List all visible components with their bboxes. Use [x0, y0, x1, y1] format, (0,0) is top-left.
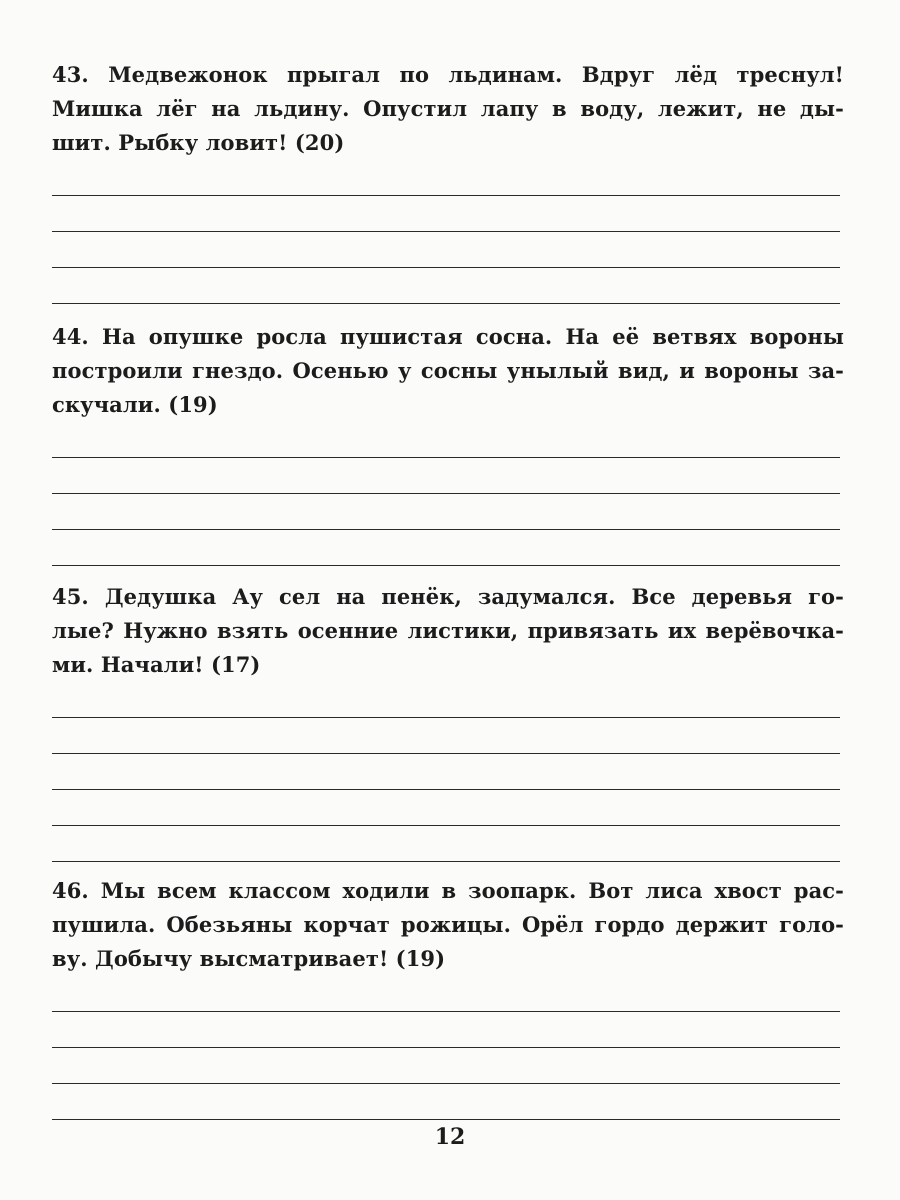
text-line: лые? Нужно взять осенние листики, привязать их верёвочка- — [52, 618, 844, 643]
answer-line[interactable] — [52, 826, 840, 862]
exercise-number: 45. — [52, 584, 89, 609]
text-line: построили гнездо. Осенью у сосны унылый вид, и вороны за- — [52, 358, 844, 383]
text-line: скучали. (19) — [52, 392, 218, 417]
exercise-number: 43. — [52, 62, 89, 87]
answer-line[interactable] — [52, 168, 840, 196]
answer-line[interactable] — [52, 984, 840, 1012]
text-line: Мишка лёг на льдину. Опустил лапу в воду, лежит, не ды- — [52, 96, 844, 121]
answer-line[interactable] — [52, 1084, 840, 1120]
answer-lines — [52, 984, 844, 1120]
answer-line[interactable] — [52, 430, 840, 458]
answer-line[interactable] — [52, 232, 840, 268]
text-line: 43. Медвежонок прыгал по льдинам. Вдруг лёд треснул! — [52, 62, 844, 87]
exercise-text — [52, 874, 844, 976]
text-line: 45. Дедушка Ау сел на пенёк, задумался. Все деревья го- — [52, 584, 844, 609]
answer-line[interactable] — [52, 1012, 840, 1048]
exercise-text — [52, 320, 844, 422]
text-line: шит. Рыбку ловит! (20) — [52, 130, 345, 155]
answer-line[interactable] — [52, 790, 840, 826]
answer-line[interactable] — [52, 718, 840, 754]
answer-line[interactable] — [52, 458, 840, 494]
page-number: 12 — [434, 1124, 466, 1150]
exercise-text — [52, 58, 844, 160]
text-line: ву. Добычу высматривает! (19) — [52, 946, 446, 971]
exercise-46 — [52, 874, 844, 1120]
answer-lines — [52, 690, 844, 862]
exercise-number: 46. — [52, 878, 89, 903]
exercise-45 — [52, 580, 844, 862]
text-line: 44. На опушке росла пушистая сосна. На её ветвях вороны — [52, 324, 844, 349]
answer-line[interactable] — [52, 196, 840, 232]
exercise-number: 44. — [52, 324, 89, 349]
answer-line[interactable] — [52, 268, 840, 304]
answer-lines — [52, 430, 844, 566]
exercise-text — [52, 580, 844, 682]
answer-line[interactable] — [52, 494, 840, 530]
answer-line[interactable] — [52, 530, 840, 566]
text-line: 46. Мы всем классом ходили в зоопарк. Вот лиса хвост рас- — [52, 878, 844, 903]
answer-line[interactable] — [52, 754, 840, 790]
text-line: пушила. Обезьяны корчат рожицы. Орёл гордо держит голо- — [52, 912, 844, 937]
exercise-44 — [52, 320, 844, 566]
exercise-43 — [52, 58, 844, 304]
answer-lines — [52, 168, 844, 304]
text-line: ми. Начали! (17) — [52, 652, 261, 677]
answer-line[interactable] — [52, 1048, 840, 1084]
answer-line[interactable] — [52, 690, 840, 718]
